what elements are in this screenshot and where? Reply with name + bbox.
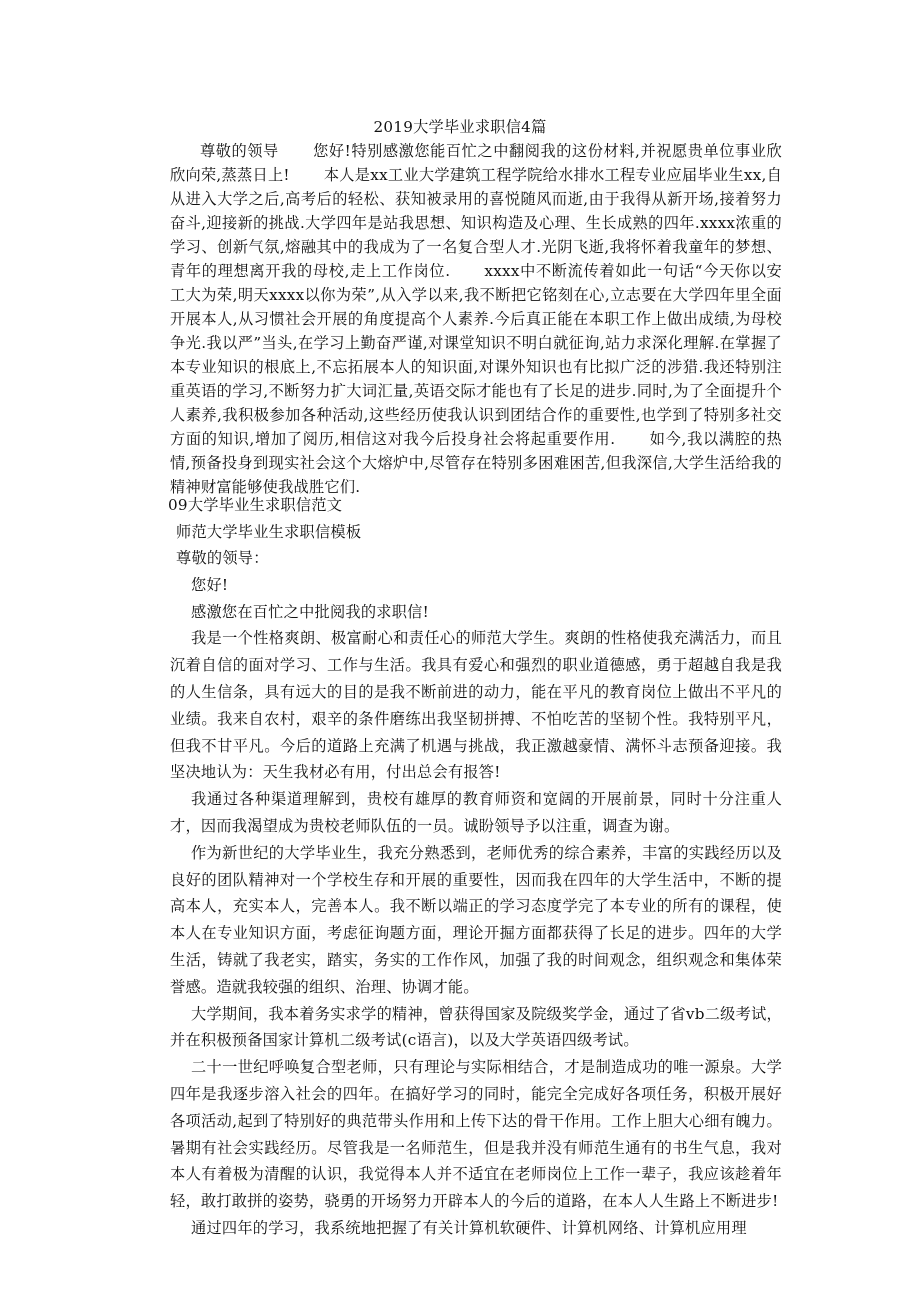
letter-greeting: 您好! [191, 575, 229, 594]
letter-paragraph: 大学期间，我本着务实求学的精神，曾获得国家及院级奖学金，通过了省vb二级考试，并在积极预备国家计算机二级考试(c语言)，以及大学英语四级考试。 [170, 1004, 782, 1050]
letter-paragraph: 二十一世纪呼唤复合型老师，只有理论与实际相结合，才是制造成功的唯一源泉。大学四年是我逐步溶入社会的四年。在搞好学习的同时，能完全完成好各项任务，积极开展好各项活动,起到了特别好的典范带头作用和上传下达的骨干作用。工作上胆大心细有魄力。暑期有社会实践经历。尽管我是一名师范生，但是我并没有师范生通有的书生气息，我对本人有着极为清醒的认识，我觉得本人并不适宜在老师岗位上工作一辈子，我应该趁着年轻，敢打敢拼的姿势，骁勇的开场努力开辟本人的今后的道路，在本人人生路上不断进步! [170, 1058, 782, 1211]
intro-greeting: 您好!特别感激您能百忙之中翻阅我的这份材料,并祝愿贵单位事业欣欣向荣,蒸蒸日上! [170, 142, 782, 184]
document-title: 2019大学毕业求职信4篇 [373, 118, 547, 136]
intro-body-2: xxxx中不断流传着如此一句话“今天你以安工大为荣,明天xxxx以你为荣”,从入学以来,我不断把它铭刻在心,立志要在大学四年里全面开展本人,从习惯社会开展的角度提高个人素养.今后真正能在本职工作上做出成绩,为母校争光.我以严”当头,在学习上勤奋严谨,对课堂知识不明白就征询,站力求深化理解.在掌握了本专业知识的根底上,不忘拓展本人的知识面,对课外知识也有比拟广泛的涉猎.我还特别注重英语的学习,不断努力扩大词汇量,英语交际才能也有了长足的进步.同时,为了全面提升个人素养,我积极参加各种活动,这些经历使我认识到团结合作的重要性,也学到了特别多社交方面的知识,增加了阅历,相信这对我今后投身社会将起重要作用. [170, 262, 782, 448]
section-heading: 09大学毕业生求职信范文 [168, 496, 343, 514]
letter-body [170, 545, 782, 1242]
letter-paragraph: 我通过各种渠道理解到，贵校有雄厚的教育师资和宽阔的开展前景，同时十分注重人才，因而我渴望成为贵校老师队伍的一员。诚盼领导予以注重，调查为谢。 [170, 790, 782, 835]
intro-salutation: 尊敬的领导 [200, 142, 279, 160]
section-heading: 师范大学毕业生求职信模板 [176, 523, 362, 541]
letter-paragraph: 通过四年的学习，我系统地把握了有关计算机软硬件、计算机网络、计算机应用理 [191, 1218, 747, 1237]
intro-body-3: 如今,我以满腔的热情,预备投身到现实社会这个大熔炉中,尽管存在特别多困难困苦,但我深信,大学生活给我的精神财富能够使我战胜它们. [170, 430, 783, 496]
letter-thanks: 感激您在百忙之中批阅我的求职信! [191, 602, 429, 621]
intro-letter [170, 139, 782, 499]
intro-body-1: 本人是xx工业大学建筑工程学院给水排水工程专业应届毕业生xx,自从进入大学之后,高考后的轻松、获知被录用的喜悦随风而逝,由于我得从新开场,接着努力奋斗,迎接新的挑战.大学四年是站我思想、知识构造及心理、生长成熟的四年.xxxx浓重的学习、创新气氛,熔融其中的我成为了一名复合型人才.光阴飞逝,我将怀着我童年的梦想、青年的理想离开我的母校,走上工作岗位. [170, 166, 783, 280]
letter-paragraph: 作为新世纪的大学毕业生，我充分熟悉到，老师优秀的综合素养，丰富的实践经历以及良好的团队精神对一个学校生存和开展的重要性，因而我在四年的大学生活中，不断的提高本人，充实本人，完善本人。我不断以端正的学习态度学完了本专业的所有的课程，使本人在专业知识方面，考虑征询题方面，理论开掘方面都获得了长足的进步。四年的大学生活，铸就了我老实，踏实，务实的工作作风，加强了我的时间观念，组织观念和集体荣誉感。造就我较强的组织、治理、协调才能。 [170, 843, 782, 996]
letter-paragraph: 我是一个性格爽朗、极富耐心和责任心的师范大学生。爽朗的性格使我充满活力，而且沉着自信的面对学习、工作与生活。我具有爱心和强烈的职业道德感，勇于超越自我是我的人生信条，具有远大的目的是我不断前进的动力，能在平凡的教育岗位上做出不平凡的业绩。我来自农村，艰辛的条件磨练出我坚韧拼搏、不怕吃苦的坚韧个性。我特别平凡，但我不甘平凡。今后的道路上充满了机遇与挑战，我正激越豪情、满怀斗志预备迎接。我坚决地认为：天生我材必有用，付出总会有报答! [170, 629, 782, 782]
letter-salutation: 尊敬的领导： [176, 549, 269, 567]
